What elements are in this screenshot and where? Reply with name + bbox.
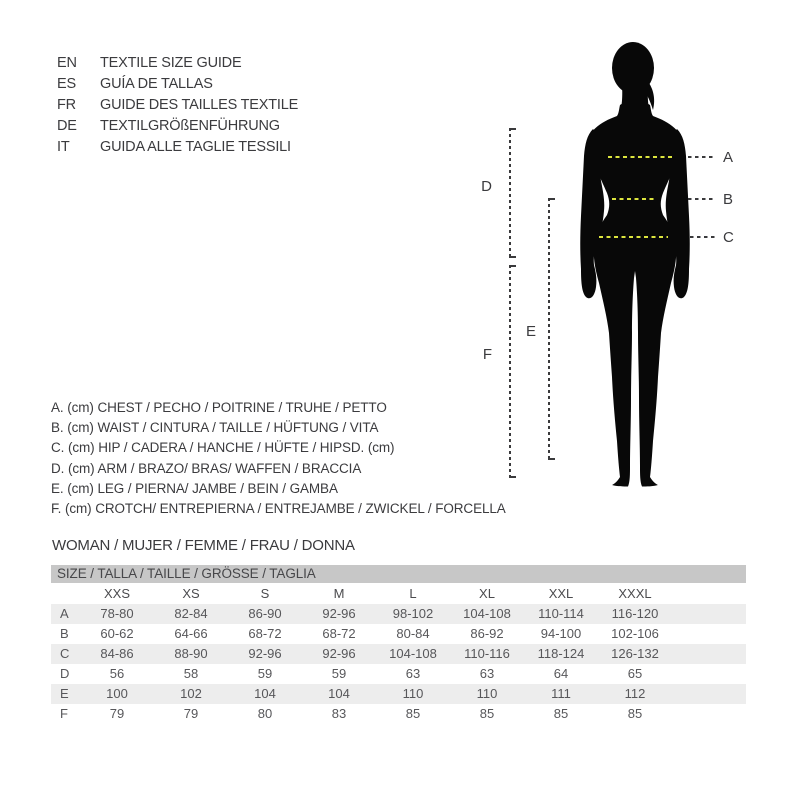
crotch-measure-line [509,265,511,478]
table-cell: 80 [257,706,273,721]
table-cell: 80-84 [396,626,430,641]
figure-label-crotch: F [482,346,492,363]
size-table-filler [672,604,746,624]
table-cell: 126-132 [611,646,659,661]
language-code: DE [57,118,77,134]
size-table-filler [672,583,746,604]
figure-label-leg: E [525,323,536,340]
row-label: A [60,606,69,621]
table-cell: 82-84 [174,606,208,621]
figure-label-arm: D [481,178,492,195]
table-cell: 64 [553,666,569,681]
table-cell: 59 [331,666,347,681]
guide-title-en: TEXTILE SIZE GUIDE [100,55,242,71]
table-cell: 88-90 [174,646,208,661]
table-cell: 79 [183,706,199,721]
table-cell: 86-90 [248,606,282,621]
row-label: E [60,686,69,701]
size-table [51,565,746,724]
figure-label-hip: C [723,229,734,246]
table-cell: 116-120 [611,606,659,621]
legend-leg: E. (cm) LEG / PIERNA/ JAMBE / BEIN / GAMBA [51,480,338,496]
language-code: EN [57,55,77,71]
legend-hip: C. (cm) HIP / CADERA / HANCHE / HÜFTE / HIPSD. (cm) [51,440,395,456]
table-cell: 94-100 [540,626,582,641]
guide-title-de: TEXTILGRÖßENFÜHRUNG [100,118,280,134]
figure-label-waist: B [723,191,734,208]
size-col-header: XS [182,586,200,601]
size-col-header: S [260,586,270,601]
table-row-hip [51,644,746,664]
leg-measure-line [548,198,550,460]
table-cell: 92-96 [322,646,356,661]
chest-leader-dash [688,156,715,158]
figure-label-chest: A [723,149,734,166]
language-title-list [57,53,298,158]
language-row-it [57,137,298,158]
table-cell: 85 [553,706,569,721]
table-cell: 104-108 [389,646,437,661]
language-row-en [57,53,298,74]
size-table-filler [672,664,746,684]
size-table-filler [672,624,746,644]
language-row-de [57,116,298,137]
waist-line-dash [612,198,657,200]
table-row-arm [51,664,746,684]
language-code: FR [57,97,76,113]
arm-line-bottom-tick [509,256,516,258]
section-title-woman: WOMAN / MUJER / FEMME / FRAU / DONNA [52,537,355,554]
table-cell: 104-108 [463,606,511,621]
table-cell: 85 [627,706,643,721]
table-cell: 92-96 [248,646,282,661]
table-cell: 110-116 [464,646,510,661]
size-table-filler [672,704,746,724]
table-cell: 85 [405,706,421,721]
table-cell: 59 [257,666,273,681]
table-cell: 63 [479,666,495,681]
row-label: F [60,706,68,721]
legend-waist: B. (cm) WAIST / CINTURA / TAILLE / HÜFTUNG / VITA [51,420,379,436]
legend-crotch: F. (cm) CROTCH/ ENTREPIERNA / ENTREJAMBE / ZWICKEL / FORCELLA [51,500,506,516]
size-col-header: M [333,586,345,601]
table-cell: 68-72 [248,626,282,641]
table-cell: 86-92 [470,626,504,641]
guide-title-fr: GUIDE DES TAILLES TEXTILE [100,97,299,113]
legend-chest: A. (cm) CHEST / PECHO / POITRINE / TRUHE / PETTO [51,400,387,415]
table-cell: 102-106 [611,626,659,641]
table-cell: 63 [405,666,421,681]
crotch-line-top-tick [509,265,516,267]
chest-line-dash [608,156,673,158]
table-cell: 92-96 [322,606,356,621]
table-cell: 56 [109,666,125,681]
woman-silhouette-icon [573,41,697,487]
size-table-header-bar: SIZE / TALLA / TAILLE / GRÖSSE / TAGLIA [51,565,746,583]
table-cell: 68-72 [322,626,356,641]
measurement-legend [51,398,506,519]
table-cell: 60-62 [100,626,134,641]
table-cell: 85 [479,706,495,721]
row-label: D [60,666,70,681]
size-col-header: XXS [103,586,130,601]
table-cell: 110 [476,686,498,701]
language-row-es [57,74,298,95]
guide-title-es: GUÍA DE TALLAS [100,76,213,92]
table-cell: 83 [331,706,347,721]
table-row-waist [51,624,746,644]
table-cell: 104 [328,686,350,701]
crotch-line-bottom-tick [509,476,516,478]
size-col-header: L [409,586,417,601]
table-row-chest [51,604,746,624]
table-row-leg [51,684,746,704]
language-row-fr [57,95,298,116]
table-cell: 98-102 [392,606,434,621]
table-cell: 58 [183,666,199,681]
table-row-crotch [51,704,746,724]
guide-title-it: GUIDA ALLE TAGLIE TESSILI [100,139,291,155]
size-col-header: XXL [548,586,574,601]
table-cell: 65 [627,666,643,681]
table-cell: 111 [551,686,571,701]
table-cell: 79 [109,706,125,721]
hip-leader-dash [690,236,715,238]
table-cell: 110 [402,686,424,701]
table-cell: 110-114 [538,606,584,621]
table-cell: 112 [624,686,646,701]
language-code: IT [57,139,70,155]
table-cell: 64-66 [174,626,208,641]
size-col-header: XL [479,586,495,601]
row-label: B [60,626,69,641]
size-table-filler [672,684,746,704]
size-col-header: XXXL [618,586,652,601]
row-label: C [60,646,70,661]
waist-leader-dash [688,198,715,200]
hip-line-dash [599,236,668,238]
size-table-sizes-row [51,583,746,604]
legend-arm: D. (cm) ARM / BRAZO/ BRAS/ WAFFEN / BRACCIA [51,460,362,476]
arm-measure-line [509,128,511,258]
arm-line-top-tick [509,128,516,130]
table-cell: 104 [254,686,276,701]
leg-line-bottom-tick [548,458,555,460]
table-cell: 78-80 [100,606,134,621]
size-table-corner-cell [51,583,80,604]
leg-line-top-tick [548,198,555,200]
table-cell: 84-86 [100,646,134,661]
table-cell: 102 [180,686,202,701]
language-code: ES [57,76,76,92]
table-cell: 100 [106,686,128,701]
size-table-filler [672,644,746,664]
table-cell: 118-124 [537,646,585,661]
